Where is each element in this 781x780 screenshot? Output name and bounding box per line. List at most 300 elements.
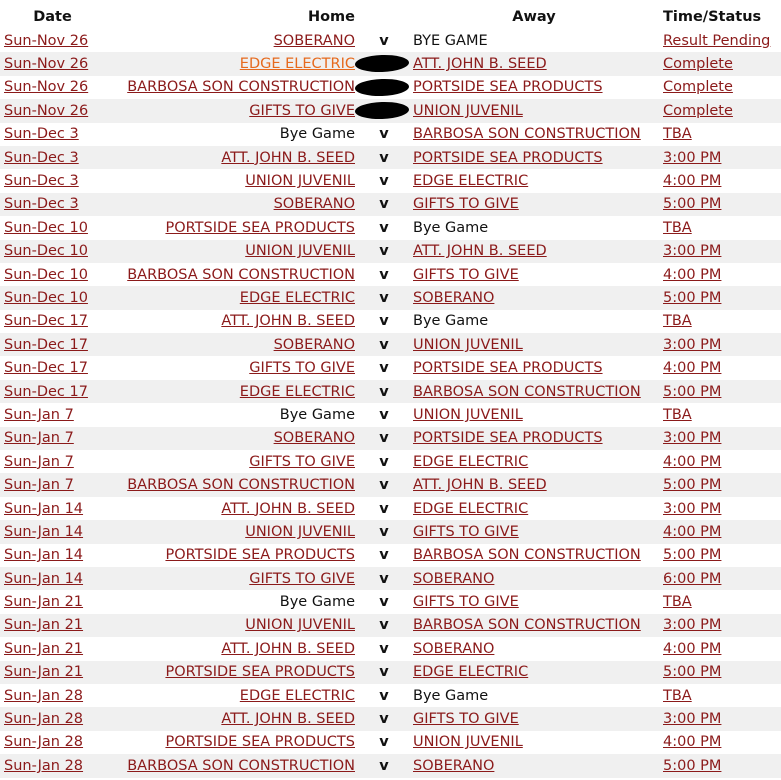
away-team-cell xyxy=(409,684,659,707)
away-team-cell xyxy=(409,76,659,99)
away-team-cell xyxy=(409,29,659,52)
away-team-link[interactable]: EDGE ELECTRIC xyxy=(413,453,529,470)
date-link[interactable]: Sun-Nov 26 xyxy=(4,79,89,96)
time-status-cell xyxy=(659,707,781,730)
table-row xyxy=(0,52,781,75)
date-link[interactable]: Sun-Dec 3 xyxy=(4,196,79,213)
table-row xyxy=(0,99,781,122)
time-status-link[interactable]: 3:00 PM xyxy=(663,500,722,517)
versus-label: v xyxy=(379,149,389,166)
home-team-cell xyxy=(105,661,359,684)
home-team-cell xyxy=(105,169,359,192)
time-status-cell xyxy=(659,520,781,543)
time-status-link[interactable]: TBA xyxy=(663,126,692,143)
time-status-cell xyxy=(659,123,781,146)
away-team-link[interactable]: PORTSIDE SEA PRODUCTS xyxy=(413,360,603,377)
home-team-link[interactable]: GIFTS TO GIVE xyxy=(249,102,355,119)
home-team-link[interactable]: BARBOSA SON CONSTRUCTION xyxy=(127,757,355,774)
home-team-cell xyxy=(105,544,359,567)
time-status-link[interactable]: 4:00 PM xyxy=(663,523,722,540)
versus-cell xyxy=(359,590,409,613)
time-status-cell xyxy=(659,380,781,403)
versus-cell xyxy=(359,123,409,146)
home-team-link[interactable]: EDGE ELECTRIC xyxy=(239,56,355,73)
versus-cell xyxy=(359,614,409,637)
time-status-link[interactable]: 5:00 PM xyxy=(663,664,722,681)
home-team-cell xyxy=(105,707,359,730)
date-cell xyxy=(0,450,105,473)
time-status-link[interactable]: TBA xyxy=(663,594,692,611)
table-row xyxy=(0,567,781,590)
away-team-cell xyxy=(409,427,659,450)
time-status-cell xyxy=(659,193,781,216)
schedule-table xyxy=(0,4,781,778)
versus-label: v xyxy=(379,196,389,213)
time-status-cell xyxy=(659,590,781,613)
table-row xyxy=(0,520,781,543)
home-team-link[interactable]: GIFTS TO GIVE xyxy=(249,570,355,587)
versus-label: v xyxy=(379,430,389,447)
versus-label: v xyxy=(379,453,389,470)
date-link[interactable]: Sun-Dec 10 xyxy=(4,289,88,306)
date-cell xyxy=(0,193,105,216)
home-team-link[interactable]: BARBOSA SON CONSTRUCTION xyxy=(127,79,355,96)
versus-label: v xyxy=(379,500,389,517)
home-team-label: Bye Game xyxy=(279,594,355,611)
away-team-label: Bye Game xyxy=(413,219,489,236)
home-team-cell xyxy=(105,310,359,333)
home-team-link[interactable]: SOBERANO xyxy=(273,336,355,353)
home-team-link[interactable]: BARBOSA SON CONSTRUCTION xyxy=(127,266,355,283)
home-team-cell xyxy=(105,29,359,52)
time-status-link[interactable]: 4:00 PM xyxy=(663,640,722,657)
home-team-link[interactable]: PORTSIDE SEA PRODUCTS xyxy=(165,547,355,564)
away-team-cell xyxy=(409,356,659,379)
away-team-link[interactable]: UNION JUVENIL xyxy=(413,734,523,751)
home-team-link[interactable]: UNION JUVENIL xyxy=(245,523,355,540)
table-row xyxy=(0,380,781,403)
table-row xyxy=(0,240,781,263)
date-cell xyxy=(0,684,105,707)
table-row xyxy=(0,356,781,379)
versus-label: v xyxy=(379,383,389,400)
away-team-cell xyxy=(409,754,659,777)
away-team-link[interactable]: GIFTS TO GIVE xyxy=(413,266,519,283)
away-team-link[interactable]: BARBOSA SON CONSTRUCTION xyxy=(413,617,641,634)
time-status-link[interactable]: 3:00 PM xyxy=(663,430,722,447)
versus-cell xyxy=(359,356,409,379)
header-row xyxy=(0,4,781,29)
away-team-cell xyxy=(409,123,659,146)
date-link[interactable]: Sun-Dec 10 xyxy=(4,219,88,236)
away-team-link[interactable]: EDGE ELECTRIC xyxy=(413,173,529,190)
date-link[interactable]: Sun-Nov 26 xyxy=(4,102,89,119)
time-status-cell xyxy=(659,450,781,473)
date-link[interactable]: Sun-Dec 17 xyxy=(4,313,88,330)
time-status-link[interactable]: 5:00 PM xyxy=(663,196,722,213)
versus-label: v xyxy=(379,734,389,751)
time-status-link[interactable]: 4:00 PM xyxy=(663,173,722,190)
header-home: Home xyxy=(105,4,359,29)
time-status-cell xyxy=(659,567,781,590)
time-status-link[interactable]: 5:00 PM xyxy=(663,477,722,494)
away-team-link[interactable]: EDGE ELECTRIC xyxy=(413,500,529,517)
date-link[interactable]: Sun-Jan 21 xyxy=(4,664,84,681)
home-team-link[interactable]: UNION JUVENIL xyxy=(245,173,355,190)
date-link[interactable]: Sun-Jan 14 xyxy=(4,523,84,540)
date-link[interactable]: Sun-Jan 21 xyxy=(4,640,84,657)
table-row xyxy=(0,169,781,192)
date-link[interactable]: Sun-Jan 7 xyxy=(4,477,74,494)
date-link[interactable]: Sun-Dec 17 xyxy=(4,336,88,353)
away-team-link[interactable]: SOBERANO xyxy=(413,570,495,587)
time-status-link[interactable]: TBA xyxy=(663,406,692,423)
versus-cell xyxy=(359,333,409,356)
away-team-link[interactable]: UNION JUVENIL xyxy=(413,406,523,423)
date-cell xyxy=(0,614,105,637)
versus-cell xyxy=(359,473,409,496)
date-cell xyxy=(0,146,105,169)
home-team-cell xyxy=(105,520,359,543)
time-status-cell xyxy=(659,216,781,239)
time-status-link[interactable]: Complete xyxy=(663,56,733,73)
home-team-cell xyxy=(105,380,359,403)
away-team-cell xyxy=(409,614,659,637)
home-team-link[interactable]: EDGE ELECTRIC xyxy=(239,687,355,704)
away-team-link[interactable]: GIFTS TO GIVE xyxy=(413,594,519,611)
away-team-link[interactable]: SOBERANO xyxy=(413,640,495,657)
time-status-cell xyxy=(659,731,781,754)
time-status-link[interactable]: 3:00 PM xyxy=(663,149,722,166)
time-status-cell xyxy=(659,544,781,567)
table-row xyxy=(0,707,781,730)
redaction-mark xyxy=(355,78,410,97)
away-team-link[interactable]: PORTSIDE SEA PRODUCTS xyxy=(413,79,603,96)
date-link[interactable]: Sun-Jan 21 xyxy=(4,617,84,634)
versus-label: v xyxy=(379,594,389,611)
date-cell xyxy=(0,427,105,450)
away-team-cell xyxy=(409,473,659,496)
home-team-link[interactable]: PORTSIDE SEA PRODUCTS xyxy=(165,219,355,236)
time-status-cell xyxy=(659,637,781,660)
date-cell xyxy=(0,590,105,613)
date-link[interactable]: Sun-Jan 28 xyxy=(4,687,84,704)
versus-label: v xyxy=(379,360,389,377)
home-team-link[interactable]: GIFTS TO GIVE xyxy=(249,360,355,377)
time-status-cell xyxy=(659,76,781,99)
header-vs xyxy=(359,4,409,29)
versus-cell xyxy=(359,684,409,707)
table-row xyxy=(0,637,781,660)
home-team-link[interactable]: GIFTS TO GIVE xyxy=(249,453,355,470)
away-team-link[interactable]: BARBOSA SON CONSTRUCTION xyxy=(413,383,641,400)
home-team-cell xyxy=(105,427,359,450)
home-team-link[interactable]: EDGE ELECTRIC xyxy=(239,289,355,306)
away-team-link[interactable]: PORTSIDE SEA PRODUCTS xyxy=(413,149,603,166)
away-team-cell xyxy=(409,169,659,192)
time-status-cell xyxy=(659,754,781,777)
header-date: Date xyxy=(0,4,105,29)
away-team-cell xyxy=(409,310,659,333)
away-team-link[interactable]: GIFTS TO GIVE xyxy=(413,711,519,728)
away-team-link[interactable]: SOBERANO xyxy=(413,757,495,774)
versus-label: v xyxy=(379,523,389,540)
versus-cell xyxy=(359,193,409,216)
home-team-cell xyxy=(105,286,359,309)
table-row xyxy=(0,403,781,426)
versus-cell xyxy=(359,240,409,263)
home-team-cell xyxy=(105,684,359,707)
versus-label: v xyxy=(379,547,389,564)
versus-label: v xyxy=(379,617,389,634)
versus-cell xyxy=(359,310,409,333)
time-status-link[interactable]: 4:00 PM xyxy=(663,453,722,470)
date-link[interactable]: Sun-Dec 17 xyxy=(4,360,88,377)
home-team-link[interactable]: UNION JUVENIL xyxy=(245,617,355,634)
away-team-cell xyxy=(409,286,659,309)
away-team-cell xyxy=(409,731,659,754)
table-row xyxy=(0,731,781,754)
home-team-link[interactable]: SOBERANO xyxy=(273,196,355,213)
time-status-cell xyxy=(659,52,781,75)
date-cell xyxy=(0,263,105,286)
time-status-cell xyxy=(659,403,781,426)
home-team-cell xyxy=(105,497,359,520)
time-status-link[interactable]: 6:00 PM xyxy=(663,570,722,587)
date-link[interactable]: Sun-Jan 14 xyxy=(4,500,84,517)
versus-cell xyxy=(359,146,409,169)
versus-label: v xyxy=(379,757,389,774)
away-team-label: Bye Game xyxy=(413,687,489,704)
away-team-link[interactable]: SOBERANO xyxy=(413,289,495,306)
date-cell xyxy=(0,497,105,520)
away-team-link[interactable]: GIFTS TO GIVE xyxy=(413,523,519,540)
home-team-link[interactable]: ATT. JOHN B. SEED xyxy=(221,149,355,166)
home-team-cell xyxy=(105,754,359,777)
away-team-link[interactable]: UNION JUVENIL xyxy=(413,102,523,119)
versus-label: v xyxy=(379,126,389,143)
date-cell xyxy=(0,76,105,99)
versus-cell xyxy=(359,403,409,426)
versus-cell xyxy=(359,520,409,543)
date-link[interactable]: Sun-Jan 28 xyxy=(4,757,84,774)
date-link[interactable]: Sun-Dec 10 xyxy=(4,266,88,283)
time-status-cell xyxy=(659,684,781,707)
versus-cell xyxy=(359,731,409,754)
away-team-link[interactable]: PORTSIDE SEA PRODUCTS xyxy=(413,430,603,447)
time-status-link[interactable]: Complete xyxy=(663,79,733,96)
home-team-link[interactable]: ATT. JOHN B. SEED xyxy=(221,711,355,728)
home-team-link[interactable]: ATT. JOHN B. SEED xyxy=(221,313,355,330)
home-team-cell xyxy=(105,193,359,216)
away-team-link[interactable]: GIFTS TO GIVE xyxy=(413,196,519,213)
time-status-cell xyxy=(659,497,781,520)
home-team-link[interactable]: ATT. JOHN B. SEED xyxy=(221,640,355,657)
versus-label: v xyxy=(379,711,389,728)
time-status-link[interactable]: 3:00 PM xyxy=(663,617,722,634)
home-team-cell xyxy=(105,76,359,99)
versus-label: v xyxy=(379,289,389,306)
away-team-cell xyxy=(409,52,659,75)
date-link[interactable]: Sun-Jan 28 xyxy=(4,711,84,728)
away-team-cell xyxy=(409,263,659,286)
away-team-cell xyxy=(409,333,659,356)
home-team-cell xyxy=(105,590,359,613)
away-team-link[interactable]: BARBOSA SON CONSTRUCTION xyxy=(413,126,641,143)
time-status-link[interactable]: Result Pending xyxy=(663,32,771,49)
date-link[interactable]: Sun-Dec 3 xyxy=(4,126,79,143)
date-cell xyxy=(0,520,105,543)
table-row xyxy=(0,427,781,450)
home-team-link[interactable]: EDGE ELECTRIC xyxy=(239,383,355,400)
time-status-cell xyxy=(659,473,781,496)
versus-cell xyxy=(359,52,409,75)
time-status-link[interactable]: 3:00 PM xyxy=(663,336,722,353)
table-row xyxy=(0,263,781,286)
versus-cell xyxy=(359,380,409,403)
home-team-cell xyxy=(105,614,359,637)
versus-label: v xyxy=(379,336,389,353)
versus-label: v xyxy=(379,173,389,190)
away-team-cell xyxy=(409,497,659,520)
date-link[interactable]: Sun-Jan 14 xyxy=(4,547,84,564)
home-team-link[interactable]: ATT. JOHN B. SEED xyxy=(221,500,355,517)
time-status-cell xyxy=(659,146,781,169)
versus-label: v xyxy=(379,570,389,587)
versus-cell xyxy=(359,567,409,590)
time-status-cell xyxy=(659,99,781,122)
home-team-link[interactable]: UNION JUVENIL xyxy=(245,243,355,260)
table-row xyxy=(0,754,781,777)
date-link[interactable]: Sun-Nov 26 xyxy=(4,32,89,49)
versus-cell xyxy=(359,286,409,309)
date-cell xyxy=(0,544,105,567)
versus-label: v xyxy=(379,687,389,704)
home-team-cell xyxy=(105,567,359,590)
versus-label: v xyxy=(379,32,389,49)
date-link[interactable]: Sun-Jan 7 xyxy=(4,406,74,423)
versus-cell xyxy=(359,427,409,450)
time-status-cell xyxy=(659,614,781,637)
versus-cell xyxy=(359,544,409,567)
time-status-link[interactable]: TBA xyxy=(663,687,692,704)
date-link[interactable]: Sun-Dec 3 xyxy=(4,149,79,166)
date-cell xyxy=(0,123,105,146)
time-status-link[interactable]: 3:00 PM xyxy=(663,711,722,728)
home-team-link[interactable]: PORTSIDE SEA PRODUCTS xyxy=(165,734,355,751)
date-link[interactable]: Sun-Jan 7 xyxy=(4,430,74,447)
time-status-link[interactable]: 5:00 PM xyxy=(663,383,722,400)
home-team-link[interactable]: BARBOSA SON CONSTRUCTION xyxy=(127,477,355,494)
date-cell xyxy=(0,661,105,684)
versus-cell xyxy=(359,99,409,122)
date-cell xyxy=(0,99,105,122)
table-row xyxy=(0,661,781,684)
home-team-cell xyxy=(105,637,359,660)
away-team-cell xyxy=(409,637,659,660)
date-cell xyxy=(0,240,105,263)
table-row xyxy=(0,473,781,496)
away-team-link[interactable]: EDGE ELECTRIC xyxy=(413,664,529,681)
redaction-mark xyxy=(355,54,410,73)
time-status-link[interactable]: TBA xyxy=(663,219,692,236)
date-cell xyxy=(0,356,105,379)
home-team-cell xyxy=(105,146,359,169)
date-link[interactable]: Sun-Jan 7 xyxy=(4,453,74,470)
time-status-link[interactable]: 5:00 PM xyxy=(663,757,722,774)
table-row xyxy=(0,310,781,333)
versus-label: v xyxy=(379,313,389,330)
versus-label: v xyxy=(379,406,389,423)
time-status-link[interactable]: 5:00 PM xyxy=(663,547,722,564)
date-link[interactable]: Sun-Dec 17 xyxy=(4,383,88,400)
time-status-link[interactable]: Complete xyxy=(663,102,733,119)
date-link[interactable]: Sun-Nov 26 xyxy=(4,56,89,73)
away-team-cell xyxy=(409,661,659,684)
time-status-link[interactable]: 4:00 PM xyxy=(663,360,722,377)
away-team-link[interactable]: BARBOSA SON CONSTRUCTION xyxy=(413,547,641,564)
away-team-cell xyxy=(409,146,659,169)
away-team-cell xyxy=(409,216,659,239)
home-team-cell xyxy=(105,473,359,496)
home-team-cell xyxy=(105,123,359,146)
date-link[interactable]: Sun-Jan 14 xyxy=(4,570,84,587)
table-row xyxy=(0,684,781,707)
versus-label: v xyxy=(379,219,389,236)
table-row xyxy=(0,497,781,520)
versus-label: v xyxy=(379,640,389,657)
away-team-cell xyxy=(409,240,659,263)
time-status-link[interactable]: TBA xyxy=(663,313,692,330)
date-cell xyxy=(0,169,105,192)
table-row xyxy=(0,614,781,637)
time-status-cell xyxy=(659,427,781,450)
away-team-cell xyxy=(409,193,659,216)
away-team-cell xyxy=(409,403,659,426)
date-link[interactable]: Sun-Dec 3 xyxy=(4,173,79,190)
versus-cell xyxy=(359,707,409,730)
away-team-link[interactable]: ATT. JOHN B. SEED xyxy=(413,243,547,260)
time-status-link[interactable]: 4:00 PM xyxy=(663,266,722,283)
versus-label: v xyxy=(379,243,389,260)
date-link[interactable]: Sun-Jan 21 xyxy=(4,594,84,611)
versus-label: v xyxy=(379,664,389,681)
time-status-link[interactable]: 5:00 PM xyxy=(663,289,722,306)
away-team-link[interactable]: ATT. JOHN B. SEED xyxy=(413,477,547,494)
away-team-link[interactable]: UNION JUVENIL xyxy=(413,336,523,353)
table-row xyxy=(0,333,781,356)
home-team-link[interactable]: PORTSIDE SEA PRODUCTS xyxy=(165,664,355,681)
table-row xyxy=(0,193,781,216)
home-team-link[interactable]: SOBERANO xyxy=(273,32,355,49)
schedule-body xyxy=(0,29,781,778)
home-team-link[interactable]: SOBERANO xyxy=(273,430,355,447)
header-time-status: Time/Status xyxy=(659,4,781,29)
away-team-cell xyxy=(409,544,659,567)
date-link[interactable]: Sun-Jan 28 xyxy=(4,734,84,751)
table-row xyxy=(0,146,781,169)
time-status-link[interactable]: 4:00 PM xyxy=(663,734,722,751)
date-link[interactable]: Sun-Dec 10 xyxy=(4,243,88,260)
date-cell xyxy=(0,473,105,496)
date-cell xyxy=(0,754,105,777)
date-cell xyxy=(0,380,105,403)
time-status-link[interactable]: 3:00 PM xyxy=(663,243,722,260)
away-team-cell xyxy=(409,450,659,473)
table-row xyxy=(0,216,781,239)
date-cell xyxy=(0,731,105,754)
away-team-link[interactable]: ATT. JOHN B. SEED xyxy=(413,56,547,73)
